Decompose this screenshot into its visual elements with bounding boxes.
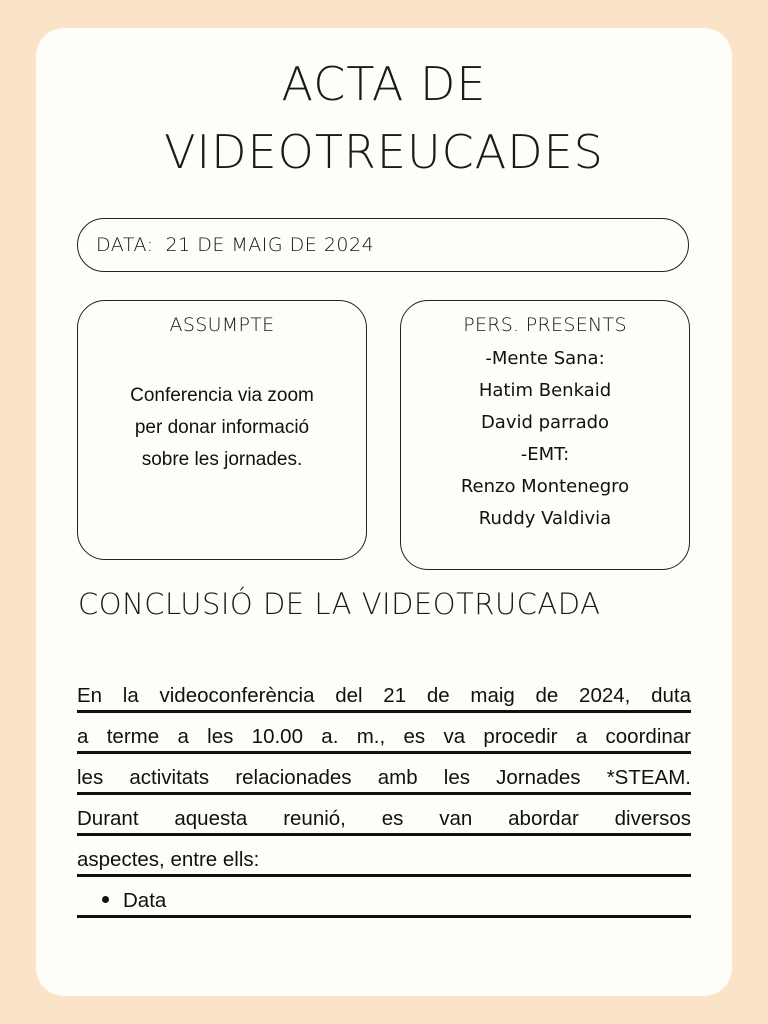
- bullet-icon: [102, 896, 109, 903]
- attendee-name: David parrado: [480, 412, 610, 433]
- attendee-name: Renzo Montenegro: [460, 476, 630, 497]
- title-line-2: VIDEOTREUCADES: [164, 125, 604, 179]
- bullet-item: [77, 877, 691, 918]
- attendees-box: [400, 300, 690, 570]
- attendee-name: Hatim Benkaid: [478, 380, 612, 401]
- subject-heading: ASSUMPTE: [169, 314, 275, 336]
- conclusion-line: a terme a les 10.00 a. m., es va procedir a coordinar: [77, 713, 691, 754]
- conclusion-heading: CONCLUSIÓ DE LA VIDEOTRUCADA: [78, 587, 601, 621]
- subject-box: [77, 300, 367, 560]
- conclusion-text: [77, 672, 691, 918]
- date-label: DATA:: [96, 234, 154, 256]
- date-value: 21 DE MAIG DE 2024: [165, 234, 375, 256]
- conclusion-line: aspectes, entre ells:: [77, 836, 691, 877]
- attendees-heading: PERS. PRESENTS: [463, 314, 627, 336]
- attendee-group-label: -Mente Sana:: [485, 348, 605, 369]
- subject-line: per donar informació: [134, 417, 310, 438]
- conclusion-line: les activitats relacionades amb les Jornades *STEAM.: [77, 754, 691, 795]
- subject-line: Conferencia via zoom: [130, 385, 314, 406]
- document-title: [0, 50, 768, 186]
- bullet-text: Data: [123, 889, 167, 912]
- subject-text: [78, 380, 366, 476]
- conclusion-line: En la videoconferència del 21 de maig de 2024, duta: [77, 672, 691, 713]
- attendees-list: [401, 343, 689, 535]
- attendee-name: Ruddy Valdivia: [478, 508, 612, 529]
- subject-line: sobre les jornades.: [141, 449, 303, 470]
- conclusion-line: Durant aquesta reunió, es van abordar diversos: [77, 795, 691, 836]
- attendee-group-label: -EMT:: [520, 444, 570, 465]
- date-field: [77, 218, 689, 272]
- title-line-1: ACTA DE: [281, 57, 487, 111]
